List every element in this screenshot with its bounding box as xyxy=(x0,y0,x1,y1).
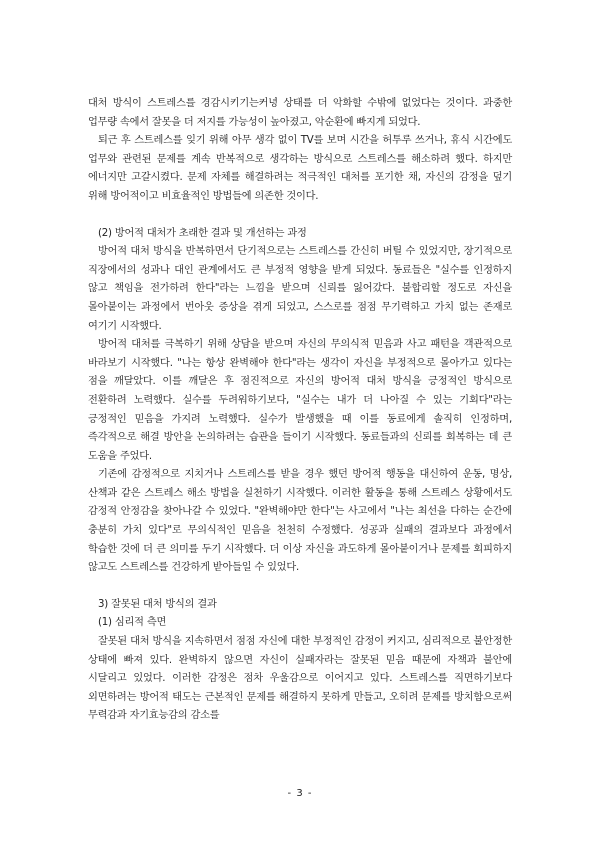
section-heading: 3) 잘못된 대처 방식의 결과 xyxy=(98,598,217,610)
paragraph: 방어적 대처 방식을 반복하면서 단기적으로는 스트레스를 간신히 버틸 수 있었지만, 장기적으로 직장에서의 성과나 대인 관계에서도 큰 부정적 영향을 받게 되었다. 동료들은 "실수를 인정하지 않고 책임을 전가하려 한다"라는 느낌을 받으며 신뢰를 잃어갔다. 불합리할 정도로 자신을 몰아붙이는 과정에서 번아웃 증상을 겪게 되었고, 스스로를 점점 무기력하고 가치 없는 존재로 여기기 시작했다. xyxy=(88,246,512,332)
paragraph: 대처 방식이 스트레스를 경감시키기는커녕 상태를 더 악화할 수밖에 없었다는 것이다. 과중한 업무량 속에서 잘못을 더 저지를 가능성이 높아졌고, 악순환에 빠지게 되었다. xyxy=(88,98,512,128)
paragraph: 퇴근 후 스트레스를 잊기 위해 아무 생각 없이 TV를 보며 시간을 허투루 쓰거나, 휴식 시간에도 업무와 관련된 문제를 계속 반복적으로 생각하는 방식으로 스트레스를 해소하려 했다. 하지만 에너지만 고갈시켰다. 문제 자체를 해결하려는 적극적인 대처를 포기한 채, 자신의 감정을 덮기 위해 방어적이고 비효율적인 방법들에 의존한 것이다. xyxy=(88,135,512,202)
page-number: - 3 - xyxy=(287,788,313,799)
paragraph: 방어적 대처를 극복하기 위해 상담을 받으며 자신의 무의식적 믿음과 사고 패턴을 객관적으로 바라보기 시작했다. "나는 항상 완벽해야 한다"라는 생각이 자신을 부정적으로 몰아가고 있다는 점을 깨달았다. 이를 깨달은 후 점진적으로 자신의 방어적 대처 방식을 긍정적인 방식으로 전환하려 노력했다. 실수를 두려워하기보다, "실수는 내가 더 나아질 수 있는 기회다"라는 긍정적인 믿음을 가지려 노력했다. 실수가 발생했을 때 이를 동료에게 솔직히 인정하며, 즉각적으로 해결 방안을 논의하려는 습관을 들이기 시작했다. 동료들과의 신뢰를 회복하는 데 큰 도움을 주었다. xyxy=(88,339,512,462)
section-heading: (2) 방어적 대처가 초래한 결과 및 개선하는 과정 xyxy=(98,227,307,239)
document-body xyxy=(88,95,512,726)
subsection-heading: (1) 심리적 측면 xyxy=(98,617,167,629)
paragraph: 잘못된 대처 방식을 지속하면서 점점 자신에 대한 부정적인 감정이 커지고, 심리적으로 불안정한 상태에 빠져 있다. 완벽하지 않으면 자신이 실패자라는 잘못된 믿음 때문에 자책과 불안에 시달리고 있었다. 이러한 감정은 점차 우울감으로 이어지고 있다. 스트레스를 직면하기보다 외면하려는 방어적 태도는 근본적인 문제를 해결하지 못하게 만들고, 오히려 문제를 방치함으로써 무력감과 자기효능감의 감소를 xyxy=(88,636,512,722)
paragraph: 기존에 감정적으로 지치거나 스트레스를 받을 경우 했던 방어적 행동을 대신하여 운동, 명상, 산책과 같은 스트레스 해소 방법을 실천하기 시작했다. 이러한 활동을 통해 스트레스 상황에서도 감정적 안정감을 찾아나갈 수 있었다. "완벽해야만 한다"는 사고에서 "나는 최선을 다하는 순간에 충분히 가치 있다"로 무의식적인 믿음을 천천히 수정했다. 성공과 실패의 결과보다 과정에서 학습한 것에 더 큰 의미를 두기 시작했다. 더 이상 자신을 과도하게 몰아붙이거나 문제를 회피하지 않고도 스트레스를 건강하게 받아들일 수 있었다. xyxy=(88,469,512,574)
